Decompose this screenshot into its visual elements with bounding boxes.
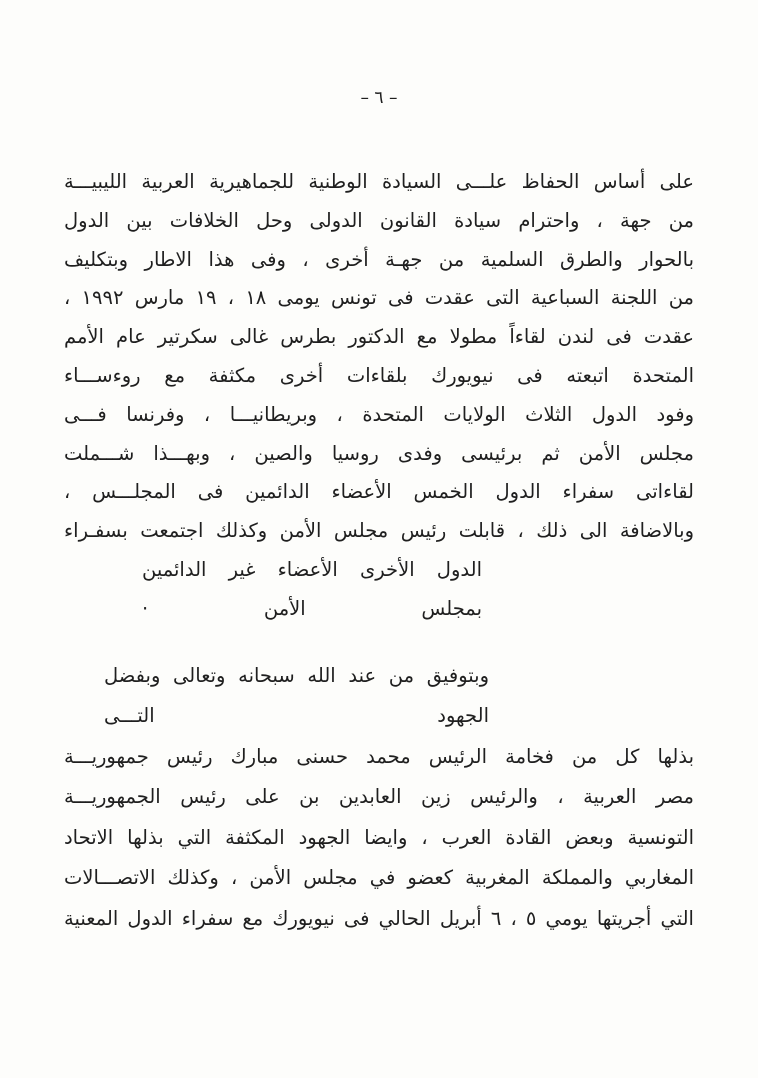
text-line: مجلس الأمن ثم برئيسى وفدى روسيا والصين ، وبهـــذا شـــملت [64,441,694,465]
text-line: وبتوفيق من عند الله سبحانه وتعالى وبفضل الجهود التـــى [104,663,489,728]
text-line: على أساس الحفاظ علـــى السيادة الوطنية للجماهيرية العربية الليبيـــة [64,170,694,193]
paragraph [64,656,694,940]
text-line: من اللجنة السباعية التى عقدت فى تونس يومى ١٨ ، ١٩ مارس ١٩٩٢ ، [64,286,694,310]
text-line: من جهة ، واحترام سيادة القانون الدولى وحل الخلافات بين الدول [64,208,694,232]
text-line: وفود الدول الثلاث الولايات المتحدة ، وبريطانيـــا ، وفرنسا فـــى [64,402,694,426]
text-line: مصر العربية ، والرئيس زين العابدين بن على رئيس الجمهوريـــة [64,785,694,809]
text-line: المغاربي والمملكة المغربية كعضو في مجلس الأمن ، وكذلك الاتصـــالات [64,866,694,890]
text-line: الدول الأخرى الأعضاء غير الدائمين بمجلس الأمن · [142,557,482,620]
text-line: بالحوار والطرق السلمية من جهـة أخرى ، وفى هذا الاطار وبتكليف [64,247,694,271]
page-number: – ٦ – [360,88,398,108]
text-line: التي أجريتها يومي ٥ ، ٦ أبريل الحالي فى نيويورك مع سفراء الدول المعنية [64,906,694,930]
text-line: وبالاضافة الى ذلك ، قابلت رئيس مجلس الأمن وكذلك اجتمعت بسفـراء [64,519,694,543]
text-line: التونسية وبعض القادة العرب ، وايضا الجهود المكثفة التي بذلها الاتحاد [64,825,694,849]
text-line: بذلها كل من فخامة الرئيس محمد حسنى مبارك رئيس جمهوريـــة [64,744,694,768]
text-line: عقدت فى لندن لقاءاً مطولا مع الدكتور بطرس غالى سكرتير عام الأمم [64,325,694,349]
paragraph [64,163,694,629]
text-line: لقاءاتى سفراء الدول الخمس الأعضاء الدائمين فى المجلـــس ، [64,480,694,504]
text-line: المتحدة اتبعته فى نيويورك بلقاءات أخرى مكثفة مع روءســـاء [64,363,694,387]
document-body [64,163,694,939]
